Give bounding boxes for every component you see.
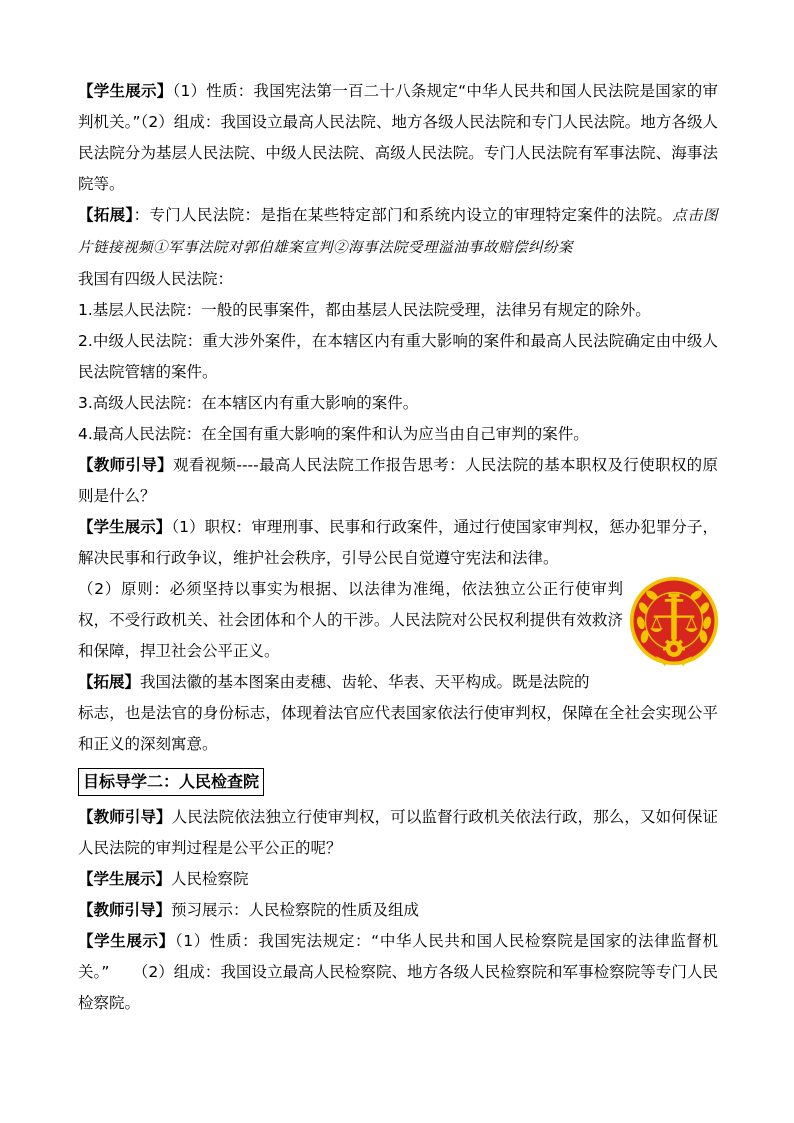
paragraph-student-display-3 [78,864,718,895]
paragraph-text: （1）性质：我国宪法规定：“中华人民共和国人民检察院是国家的法律监督机关。” （2）组成：我国设立最高人民检察院、地方各级人民检察院和军事检察院等专门人民检察院。 [78,932,718,1012]
paragraph-text: （1）职权：审理刑事、民事和行政案件，通过行使国家审判权，惩办犯罪分子，解决民事和行政争议，维护社会秩序，引导公民自觉遵守宪法和法律。 [78,518,718,567]
paragraph-text: 我国法徽的基本图案由麦穗、齿轮、华表、天平构成。既是法院的 [140,673,590,691]
list-item: 3.高级人民法院：在本辖区内有重大影响的案件。 [78,394,419,412]
tag-teacher-guide: 【教师引导】 [78,808,172,826]
tag-expand: 【拓展】 [78,673,141,691]
paragraph-text: （1）性质：我国宪法第一百二十八条规定“中华人民共和国人民法院是国家的审判机关。”（2）组成：我国设立最高人民法院、地方各级人民法院和专门人民法院。地方各级人民法院分为基层人民法院、中级人民法院、高级人民法院。专门人民法院有军事法院、海事法院等。 [78,82,718,193]
paragraph-teacher-guide-1 [78,450,718,512]
list-item: 1.基层人民法院：一般的民事案件，都由基层人民法院受理，法律另有规定的除外。 [78,301,651,319]
tag-student-display: 【学生展示】 [78,932,175,950]
list-item: 2.中级人民法院：重大涉外案件，在本辖区内有重大影响的案件和最高人民法院确定由中级人民法院管辖的案件。 [78,332,718,381]
paragraph-expand-1 [78,200,718,264]
paragraph-text: ：专门人民法院：是指在某些特定部门和系统内设立的审理特定案件的法院。 [133,206,673,224]
tag-teacher-guide: 【教师引导】 [78,901,172,919]
paragraph-student-display-2 [78,512,718,574]
paragraph-teacher-guide-3 [78,895,718,926]
tag-teacher-guide: 【教师引导】 [78,456,174,474]
paragraph-teacher-guide-2 [78,802,718,864]
court-emblem-icon[interactable] [628,575,720,667]
paragraph-expand-2a [78,667,623,698]
section-heading: 目标导学二：人民检查院 [78,768,264,796]
video-link-text[interactable]: 点击图片链接视频①军事法院对郭伯雄案宣判②海事法院受理溢油事故赔偿纠纷案 [78,208,718,256]
tag-expand: 【拓展】 [78,206,134,224]
paragraph-principle: （2）原则：必须坚持以事实为根据、以法律为准绳，依法独立公正行使审判权，不受行政机关、社会团体和个人的干涉。人民法院对公民权利提供有效救济和保障，捍卫社会公平正义。 [78,580,623,660]
paragraph-text: 观看视频----最高人民法院工作报告思考：人民法院的基本职权及行使职权的原则是什么？ [78,456,718,505]
document-body [78,76,718,1019]
paragraph-student-display-1 [78,76,718,200]
tag-student-display: 【学生展示】 [78,518,172,536]
paragraph-student-display-4 [78,926,718,1019]
paragraph-text: 人民检察院 [171,870,249,888]
paragraph-expand-2b: 标志，也是法官的身份标志，体现着法官应代表国家依法行使审判权，保障在全社会实现公平和正义的深刻寓意。 [78,704,718,753]
paragraph-four-levels: 我国有四级人民法院： [78,270,234,288]
tag-student-display: 【学生展示】 [78,870,172,888]
tag-student-display: 【学生展示】 [78,82,173,100]
list-item: 4.最高人民法院：在全国有重大影响的案件和认为应当由自己审判的案件。 [78,425,589,443]
paragraph-text: 预习展示：人民检察院的性质及组成 [171,901,420,919]
paragraph-text: 人民法院依法独立行使审判权，可以监督行政机关依法行政，那么，又如何保证人民法院的审判过程是公平公正的呢？ [78,808,718,857]
